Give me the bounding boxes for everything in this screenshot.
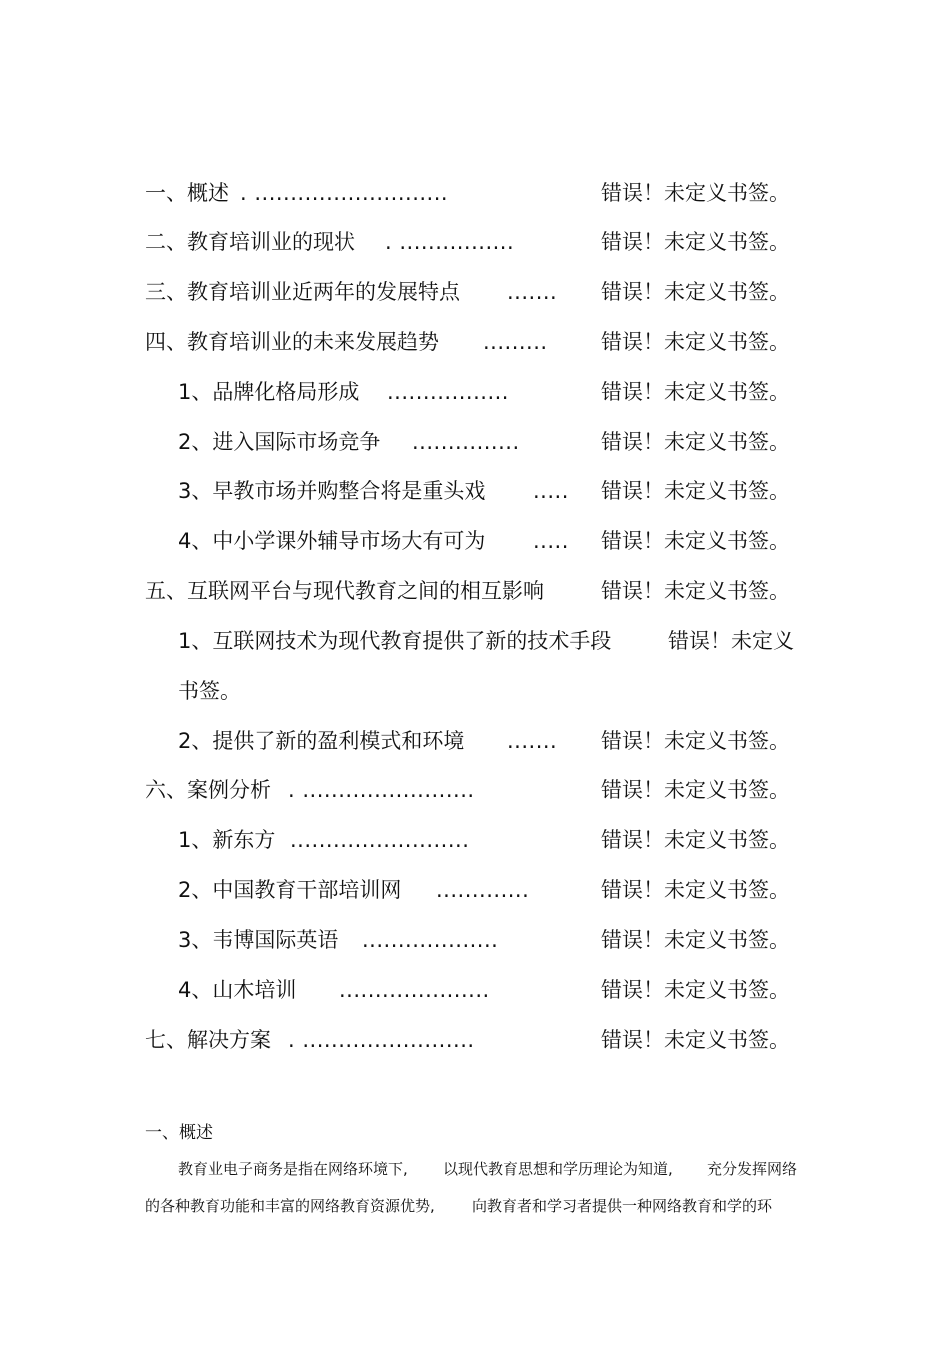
toc-leader-dots: . ................ <box>385 230 515 254</box>
toc-leader-dots: ......... <box>483 330 548 354</box>
toc-page-ref: 错误！未定义书签。 <box>601 230 790 254</box>
toc-page-ref: 错误！未定义书签。 <box>601 529 790 553</box>
toc-item-title: 三、教育培训业近两年的发展特点 <box>145 280 460 304</box>
toc-page-ref: 错误！未定义书签。 <box>601 380 790 404</box>
toc-item-title: 2、提供了新的盈利模式和环境 <box>178 729 465 753</box>
toc-item-title: 1、新东方 <box>178 828 276 852</box>
toc-page-ref: 错误！未定义书签。 <box>601 479 790 503</box>
toc-page-ref-continued: 书签。 <box>178 679 241 703</box>
toc-leader-dots: ................. <box>387 380 509 404</box>
toc-item[interactable] <box>0 272 950 312</box>
toc-leader-dots: ......................... <box>290 828 470 852</box>
toc-page-ref: 错误！未定义书签。 <box>601 928 790 952</box>
toc-item[interactable] <box>0 422 950 462</box>
toc-leader-dots: ................... <box>362 928 499 952</box>
toc-item-title: 一、概述 <box>145 181 229 205</box>
toc-item[interactable] <box>0 870 950 910</box>
toc-item[interactable] <box>0 372 950 412</box>
toc-item[interactable] <box>0 571 950 611</box>
toc-page-ref: 错误！未定义书签。 <box>601 430 790 454</box>
toc-item[interactable] <box>0 471 950 511</box>
toc-leader-dots: . ........................ <box>288 778 475 802</box>
section-heading: 一、概述 <box>145 1123 213 1143</box>
toc-item-title: 3、早教市场并购整合将是重头戏 <box>178 479 486 503</box>
toc-item-title: 2、中国教育干部培训网 <box>178 878 402 902</box>
toc-page-ref: 错误！未定义书签。 <box>601 778 790 802</box>
toc-page-ref: 错误！未定义书签。 <box>601 330 790 354</box>
toc-item-title: 3、韦博国际英语 <box>178 928 339 952</box>
toc-leader-dots: . ........................ <box>288 1028 475 1052</box>
toc-leader-dots: ....... <box>507 729 558 753</box>
toc-page-ref: 错误！未定义书签。 <box>601 878 790 902</box>
toc-item[interactable] <box>0 1020 950 1060</box>
toc-leader-dots: ............... <box>412 430 520 454</box>
toc-page-ref: 错误！未定义 <box>668 629 794 653</box>
toc-leader-dots: . ........................... <box>240 181 449 205</box>
toc-item[interactable] <box>0 920 950 960</box>
toc-item-title: 二、教育培训业的现状 <box>145 230 355 254</box>
toc-item-title: 六、案例分析 <box>145 778 271 802</box>
toc-item-title: 五、互联网平台与现代教育之间的相互影响 <box>145 579 544 603</box>
toc-leader-dots: ....... <box>507 280 558 304</box>
toc-item-title: 4、中小学课外辅导市场大有可为 <box>178 529 486 553</box>
paragraph-text: 向教育者和学习者提供一种网络教育和学的环 <box>472 1197 773 1215</box>
paragraph-text: 充分发挥网络 <box>707 1160 798 1178</box>
toc-item[interactable] <box>0 820 950 860</box>
toc-page-ref: 错误！未定义书签。 <box>601 828 790 852</box>
toc-item-title: 4、山木培训 <box>178 978 297 1002</box>
toc-item[interactable] <box>0 222 950 262</box>
toc-item[interactable] <box>0 970 950 1010</box>
toc-leader-dots: ............. <box>436 878 530 902</box>
paragraph-text: 的各种教育功能和丰富的网络教育资源优势, <box>145 1197 435 1215</box>
toc-page-ref: 错误！未定义书签。 <box>601 978 790 1002</box>
toc-item-title: 1、互联网技术为现代教育提供了新的技术手段 <box>178 629 612 653</box>
toc-page-ref: 错误！未定义书签。 <box>601 181 790 205</box>
toc-item[interactable] <box>0 770 950 810</box>
toc-item[interactable] <box>0 521 950 561</box>
toc-item[interactable] <box>0 322 950 362</box>
toc-page-ref: 错误！未定义书签。 <box>601 579 790 603</box>
toc-leader-dots: ..... <box>533 479 569 503</box>
toc-page-ref: 错误！未定义书签。 <box>601 280 790 304</box>
toc-page-ref: 错误！未定义书签。 <box>601 729 790 753</box>
toc-item[interactable] <box>0 173 950 213</box>
toc-item[interactable] <box>0 721 950 761</box>
toc-item-title: 四、教育培训业的未来发展趋势 <box>145 330 439 354</box>
toc-item-title: 1、品牌化格局形成 <box>178 380 360 404</box>
paragraph-text: 教育业电子商务是指在网络环境下, <box>178 1160 408 1178</box>
toc-item[interactable] <box>0 621 950 711</box>
toc-page-ref: 错误！未定义书签。 <box>601 1028 790 1052</box>
toc-leader-dots: ..................... <box>339 978 490 1002</box>
toc-leader-dots: ..... <box>533 529 569 553</box>
toc-item-title: 七、解决方案 <box>145 1028 271 1052</box>
toc-item-title: 2、进入国际市场竞争 <box>178 430 381 454</box>
paragraph-text: 以现代教育思想和学历理论为知道, <box>443 1160 673 1178</box>
